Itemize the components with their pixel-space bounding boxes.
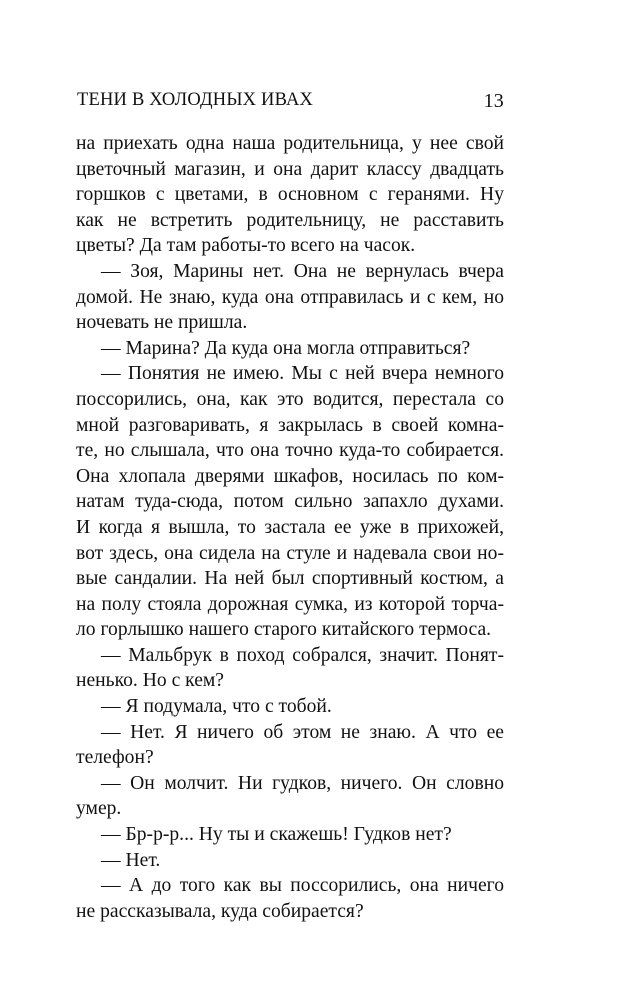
text-line: те, но слышала, что она точно куда-то собирается. [76,440,504,462]
text-line: вые сандалии. На ней был спортивный костюм, а [76,568,504,590]
paragraph [76,720,504,771]
text-line: как не встретить родительницу, не расставить [76,209,504,231]
paragraph [76,771,504,822]
text-line: домой. Не знаю, куда она отправилась и с кем, но [76,286,504,308]
paragraph [76,131,504,259]
text-line: вот здесь, она сидела на стуле и надевала свои но- [76,542,504,564]
text-line: цветочный магазин, и она дарит классу двадцать [76,158,504,180]
text-line: ло горлышко нашего старого китайского термоса. [76,619,492,641]
body-text [76,131,504,924]
page-number: 13 [483,90,504,112]
text-line: не рассказывала, куда собирается? [76,900,364,922]
text-line: — Нет. Я ничего об этом не знаю. А что ее [101,721,504,743]
text-line: умер. [76,798,122,820]
paragraph [76,848,504,874]
text-line: — Марина? Да куда она могла отправиться? [101,337,471,359]
paragraph [76,259,504,336]
paragraph [76,694,504,720]
text-line: натам туда-сюда, потом сильно запахло духами. [76,491,504,513]
running-header [76,90,504,114]
text-line: телефон? [76,747,154,769]
paragraph [76,336,504,362]
text-line: — Нет. [101,849,161,871]
text-line: на приехать одна наша родительница, у нее свой [76,133,504,154]
text-line: И когда я вышла, то застала ее уже в прихожей, [76,516,504,538]
text-line: Она хлопала дверями шкафов, носилась по ком- [76,465,504,487]
book-page [76,0,504,1001]
text-line: — Зоя, Марины нет. Она не вернулась вчера [101,260,504,282]
text-line: ночевать не пришла. [76,312,248,334]
paragraph [76,643,504,694]
paragraph [76,873,504,924]
text-line: — Бр-р-р... Ну ты и скажешь! Гудков нет? [101,824,452,846]
paragraph [76,361,504,643]
text-line: — А до того как вы поссорились, она ничего [101,875,504,897]
text-line: — Понятия не имею. Мы с ней вчера немного [101,363,504,385]
text-line: поссорились, она, как это водится, перестала со [76,388,504,410]
text-line: — Он молчит. Ни гудков, ничего. Он словно [101,772,504,794]
text-line: цветы? Да там работы-то всего на часок. [76,235,416,257]
running-title: ТЕНИ В ХОЛОДНЫХ ИВАХ [77,90,314,110]
text-line: ненько. Но с кем? [76,670,224,692]
text-line: мной разговаривать, я закрылась в своей комна- [76,414,504,436]
text-line: на полу стояла дорожная сумка, из которой торча- [76,593,504,615]
text-line: горшков с цветами, в основном с геранями. Ну [76,184,504,206]
text-line: — Я подумала, что с тобой. [101,696,332,718]
text-line: — Мальбрук в поход собрался, значит. Понят- [101,644,504,666]
paragraph [76,822,504,848]
